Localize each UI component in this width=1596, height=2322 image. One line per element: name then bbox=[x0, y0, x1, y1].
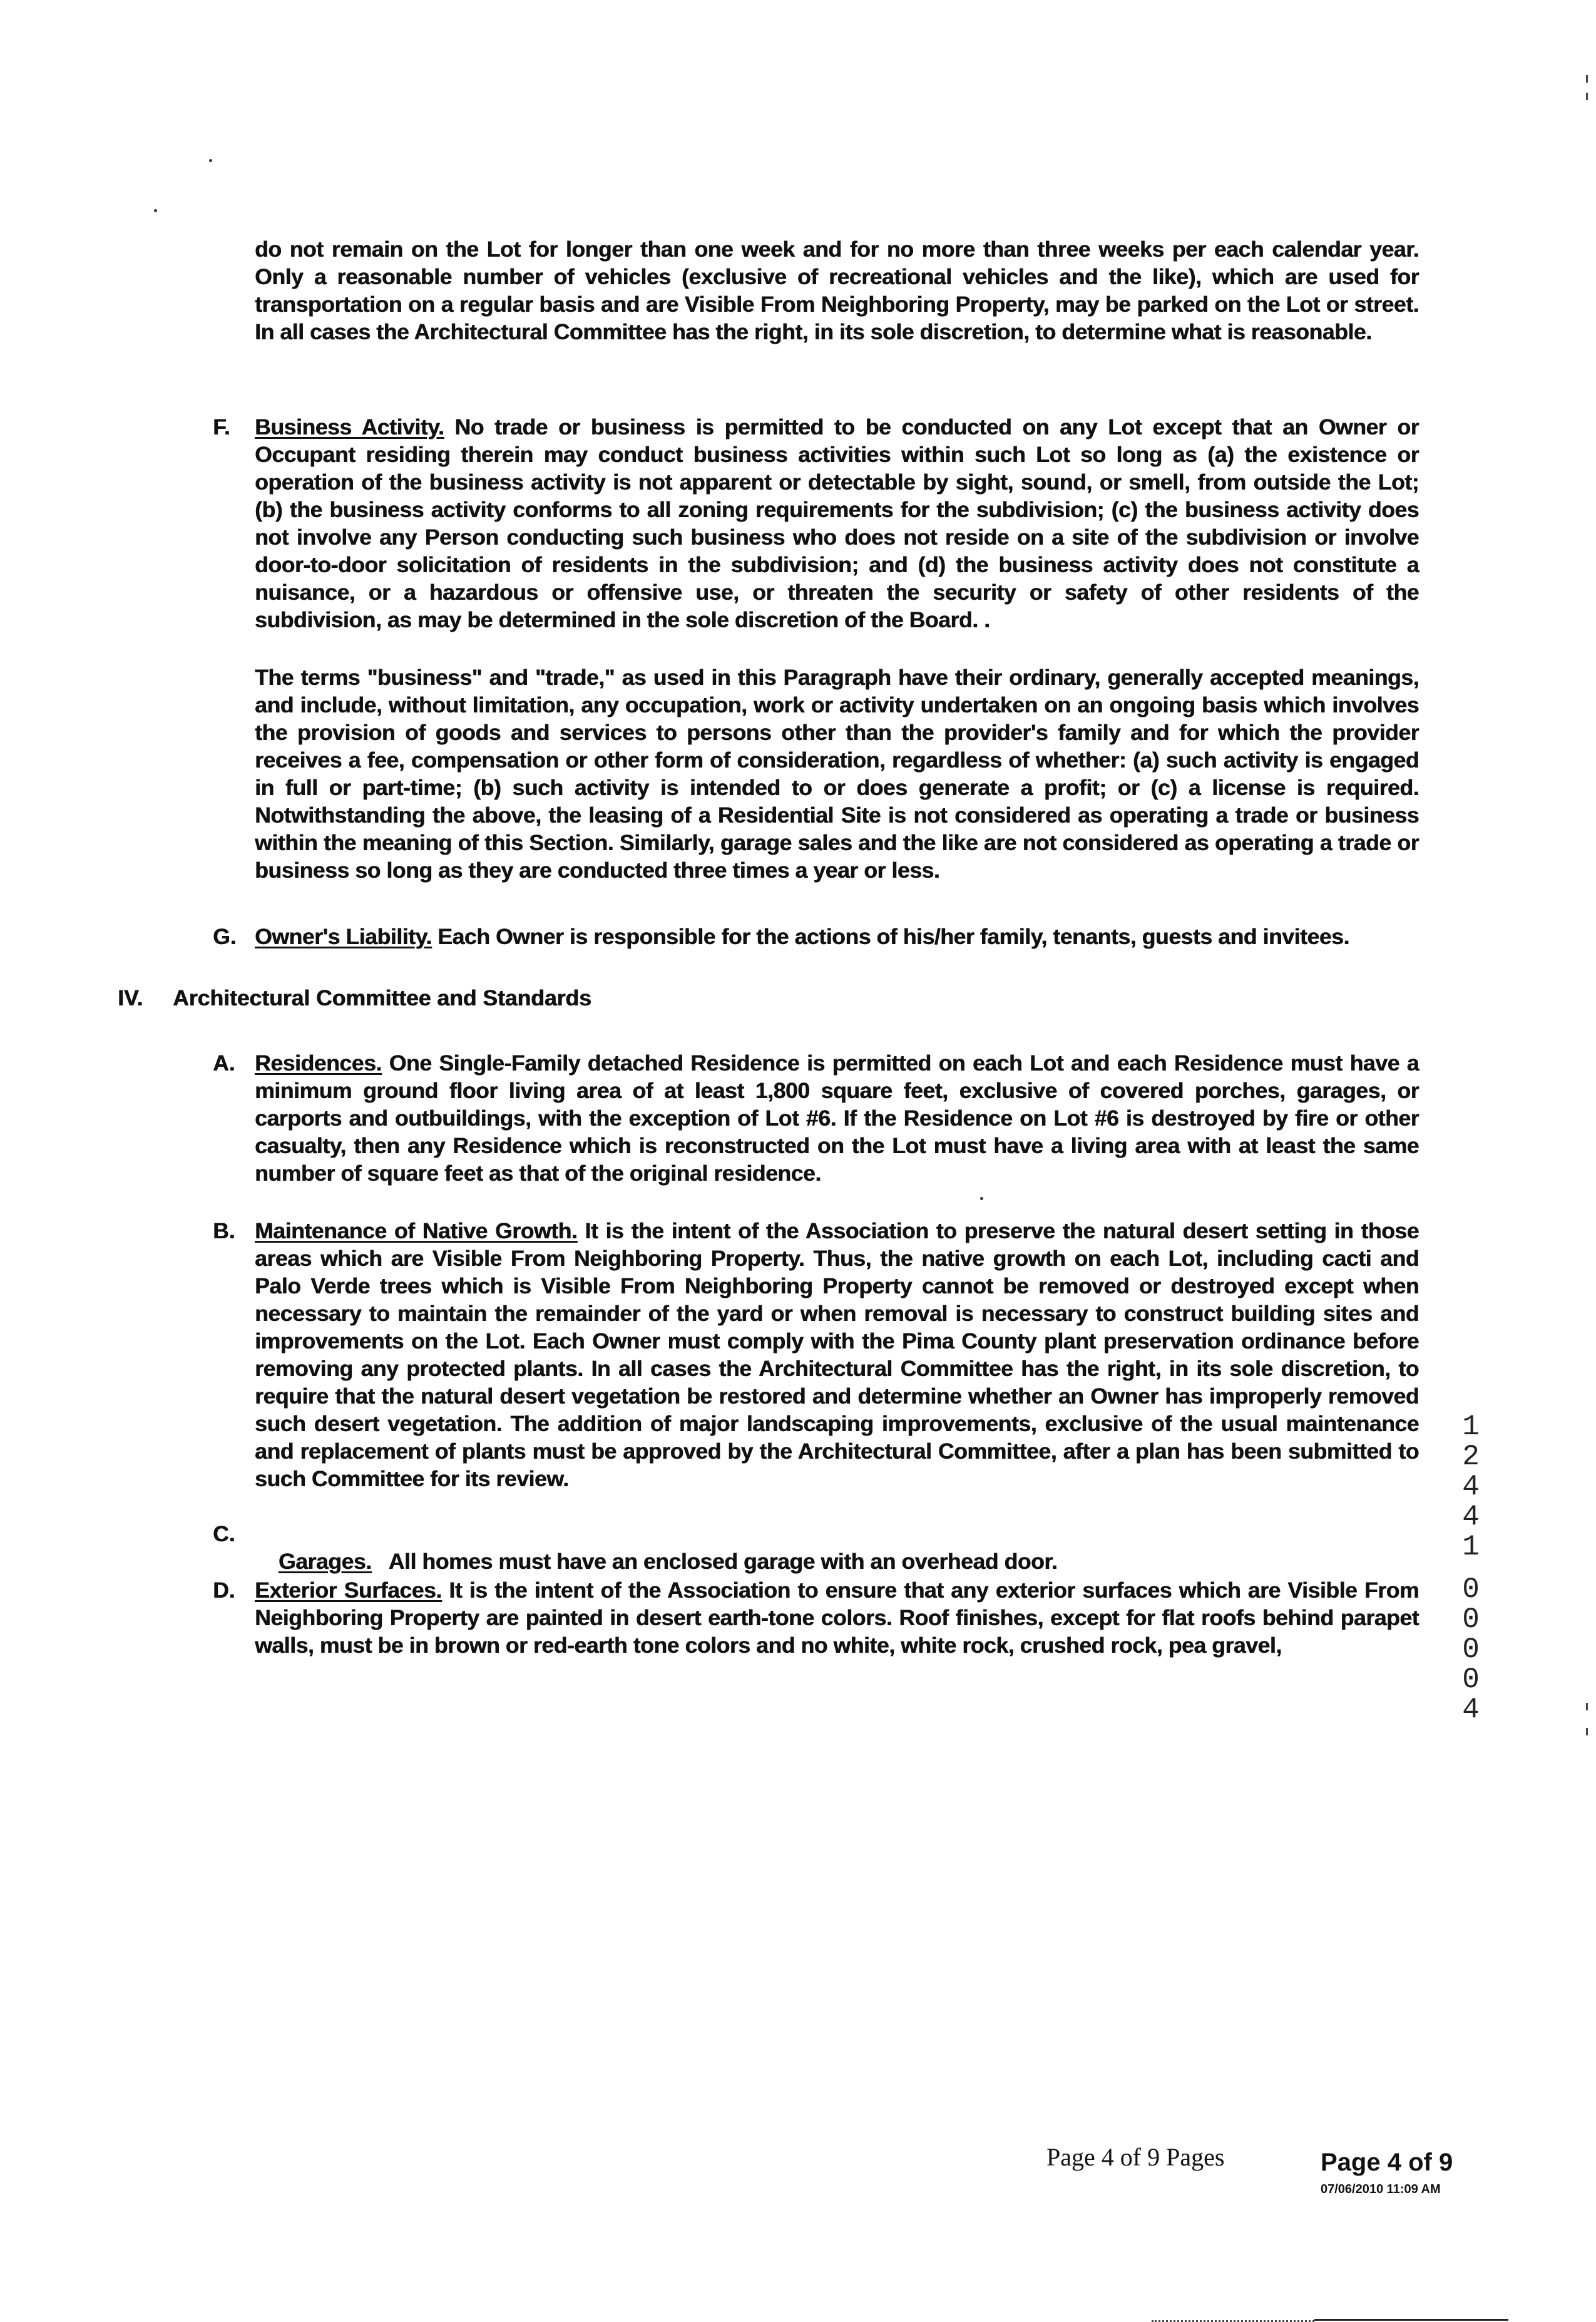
business-terms-text: The terms "business" and "trade," as used in this Paragraph have their ordinary, generally accepted meanings, and include, without limitation, any occupation, work or activity undertaken on an ongoing basis which involves the provision of goods and services to persons other than the provider's family and for which the provider receives a fee, compensation or other form of consideration, regardless of whether: (a) such activity is engaged in full or part-time; (b) such activity is intended to or does generate a profit; or (c) a license is required. Notwithstanding the above, the leasing of a Residential Site is not considered as operating a trade or business within the meaning of this Section. Similarly, garage sales and the like are not considered as operating a trade or business so long as they are conducted three times a year or less. bbox=[255, 665, 1419, 883]
owners-liability-paragraph bbox=[255, 923, 1419, 950]
native-growth-title: Maintenance of Native Growth. bbox=[255, 1218, 578, 1243]
exterior-surfaces-paragraph bbox=[255, 1576, 1419, 1659]
item-marker-b: B. bbox=[213, 1218, 235, 1243]
recording-digit: 4 bbox=[1462, 1471, 1480, 1503]
recording-digit: 4 bbox=[1462, 1501, 1480, 1533]
business-terms-paragraph bbox=[255, 664, 1419, 884]
exterior-surfaces-title: Exterior Surfaces. bbox=[255, 1578, 442, 1603]
item-marker-d: D. bbox=[213, 1578, 235, 1603]
recording-digit: 0 bbox=[1462, 1633, 1480, 1666]
intro-text: do not remain on the Lot for longer than one week and for no more than three weeks per each calendar year. Only a reasonable number of vehicles (exclusive of recreational vehicles and the like), which are used for transportation on a regular basis and are Visible From Neighboring Property, may be parked on the Lot or street. In all cases the Architectural Committee has the right, in its sole discretion, to determine what is reasonable. bbox=[255, 237, 1419, 344]
residences-title: Residences. bbox=[255, 1051, 382, 1076]
edge-mark bbox=[1586, 1703, 1588, 1710]
recording-digit: 0 bbox=[1462, 1573, 1480, 1606]
section-number: IV. bbox=[118, 985, 143, 1010]
edge-mark bbox=[1586, 93, 1588, 100]
owners-liability-text: Each Owner is responsible for the actions of his/her family, tenants, guests and invitees. bbox=[431, 924, 1349, 949]
recording-number bbox=[1458, 1412, 1483, 1725]
scan-speck bbox=[980, 1197, 983, 1200]
business-activity-title: Business Activity. bbox=[255, 414, 444, 439]
item-marker-f: F. bbox=[213, 414, 230, 439]
item-marker-c: C. bbox=[213, 1521, 235, 1546]
item-marker-a: A. bbox=[213, 1051, 235, 1076]
residences-paragraph bbox=[255, 1049, 1419, 1187]
recording-digit: 1 bbox=[1462, 1531, 1480, 1563]
print-timestamp: 07/06/2010 11:09 AM bbox=[1321, 2182, 1441, 2196]
native-growth-paragraph bbox=[255, 1217, 1419, 1492]
intro-paragraph bbox=[255, 235, 1419, 346]
exterior-surfaces-text: It is the intent of the Association to ensure that any exterior surfaces which are Visible From Neighboring Property are painted in desert earth-tone colors. Roof finishes, except for flat roofs behind parapet walls, must be in brown or red-earth tone colors and no white, white rock, crushed rock, pea gravel, bbox=[255, 1578, 1419, 1658]
recording-digit: 0 bbox=[1462, 1603, 1480, 1636]
owners-liability-title: Owner's Liability. bbox=[255, 924, 432, 949]
page-number-serif: Page 4 of 9 Pages bbox=[1046, 2143, 1225, 2171]
garages-text: All homes must have an enclosed garage with an overhead door. bbox=[371, 1549, 1058, 1574]
recording-digit: 4 bbox=[1462, 1693, 1480, 1726]
item-marker-g: G. bbox=[213, 924, 237, 949]
scan-speck bbox=[154, 209, 157, 212]
scan-speck bbox=[209, 159, 212, 162]
recording-digit: 1 bbox=[1462, 1410, 1480, 1443]
business-activity-paragraph bbox=[255, 413, 1419, 634]
page-number-stamp: Page 4 of 9 bbox=[1321, 2149, 1453, 2176]
section-heading bbox=[118, 984, 591, 1012]
recording-digit: 2 bbox=[1462, 1441, 1480, 1473]
section-title: Architectural Committee and Standards bbox=[173, 985, 591, 1010]
residences-text: One Single-Family detached Residence is permitted on each Lot and each Residence must have a minimum ground floor living area of at least 1,800 square feet, exclusive of covered porches, garages, or carports and outbuildings, with the exception of Lot #6. If the Residence on Lot #6 is destroyed by fire or other casualty, then any Residence which is reconstructed on the Lot must have a living area with at least the same number of square feet as that of the original residence. bbox=[255, 1051, 1419, 1186]
business-activity-text: No trade or business is permitted to be conducted on any Lot except that an Owner or Occupant residing therein may conduct business activities within such Lot so long as (a) the existence or operation of the business activity is not apparent or detectable by sight, sound, or smell, from outside the Lot; (b) the business activity conforms to all zoning requirements for the subdivision; (c) the business activity does not involve any Person conducting such business who does not reside on a site of the subdivision or involve door-to-door solicitation of residents in the subdivision; and (d) the business activity does not constitute a nuisance, or a hazardous or offensive use, or threaten the security or safety of other residents of the subdivision, as may be determined in the sole discretion of the Board. . bbox=[255, 414, 1420, 632]
edge-mark bbox=[1586, 1728, 1588, 1735]
garages-title: Garages. bbox=[278, 1549, 372, 1574]
recording-digit: 0 bbox=[1462, 1663, 1480, 1696]
footer-rule bbox=[1314, 2319, 1508, 2321]
native-growth-text: It is the intent of the Association to preserve the natural desert setting in those areas which are Visible From Neighboring Property. Thus, the native growth on each Lot, including cacti and Palo Verde trees which is Visible From Neighboring Property cannot be removed or destroyed except when necessary to maintain the remainder of the yard or when removal is necessary to construct building sites and improvements on the Lot. Each Owner must comply with the Pima County plant preservation ordinance before removing any protected plants. In all cases the Architectural Committee has the right, in its sole discretion, to require that the natural desert vegetation be restored and determine whether an Owner has improperly removed such desert vegetation. The addition of major landscaping improvements, exclusive of the usual maintenance and replacement of plants must be approved by the Architectural Committee, after a plan has been submitted to such Committee for its review. bbox=[255, 1218, 1419, 1491]
edge-mark bbox=[1586, 75, 1588, 83]
